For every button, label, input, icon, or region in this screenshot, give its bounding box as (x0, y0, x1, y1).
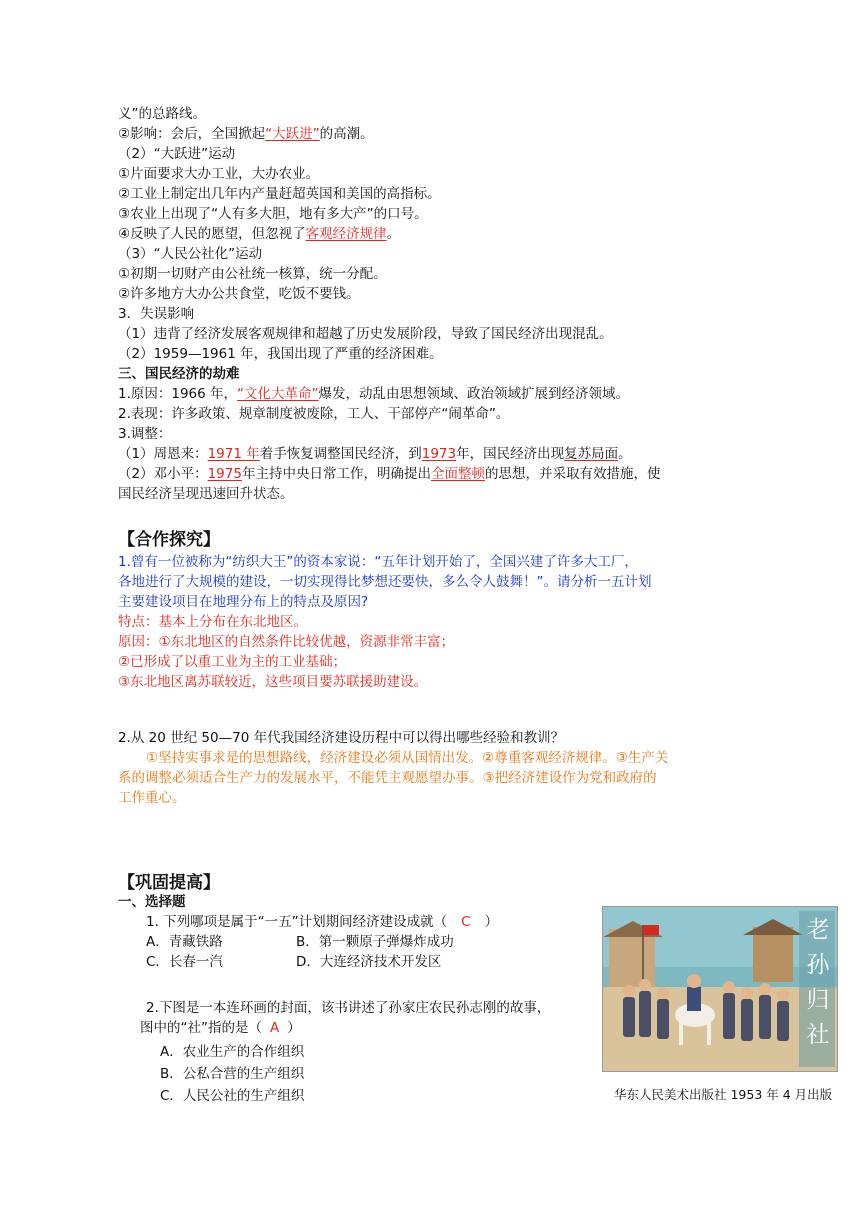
text-line (118, 344, 443, 364)
option-line (146, 952, 441, 972)
question-line: 主要建设项目在地理分布上的特点及原因? (118, 594, 369, 610)
choice-question-1 (146, 912, 498, 932)
highlight-1973: 1973 (421, 446, 457, 462)
choice-question-2-line2 (140, 1018, 301, 1038)
text-span: ） (287, 1020, 301, 1036)
text-span: 年，国民经济出现 (456, 446, 565, 462)
cooperation-heading: 【合作探究】 (118, 530, 220, 550)
answer-line: 原因：①东北地区的自然条件比较优越，资源非常丰富； (118, 634, 455, 650)
text-span: ②影响：会后，全国掀起 (118, 126, 266, 142)
text-span: 。 (618, 446, 632, 462)
text-span: 的思想，并采取有效措施，使 (484, 466, 661, 482)
text-line (118, 184, 441, 204)
text-span: 。 (386, 226, 401, 242)
text-line (118, 264, 387, 284)
text-line (118, 444, 632, 464)
highlight-1971: 1971 年 (207, 446, 260, 462)
highlight-recovery: 复苏局面 (564, 446, 619, 462)
option-b: B．第一颗原子弹爆炸成功 (296, 934, 454, 950)
option-a: A．青藏铁路 (146, 934, 223, 950)
answer-line: ③东北地区离苏联较近，这些项目要苏联援助建设。 (118, 674, 428, 690)
text-span: ④反映了人民的愿望，但忽视了 (118, 226, 306, 242)
comic-cover-image (602, 906, 838, 1072)
text-line (118, 224, 400, 244)
section-heading (118, 364, 240, 384)
text-span: （2）邓小平： (118, 466, 208, 482)
text-line (118, 164, 319, 184)
answer-line: ②已形成了以重工业为主的工业基础； (118, 654, 347, 670)
text-span: 年主持中央日常工作，明确提出 (241, 466, 431, 482)
text-span: ②工业上制定出几年内产量赶超英国和美国的高指标。 (118, 186, 441, 202)
text-span: 2.表现：许多政策、规章制度被废除，工人、干部停产“闹革命”。 (118, 406, 510, 422)
text-span: （2）1959—1961 年，我国出现了严重的经济困难。 (118, 346, 443, 362)
text-line (118, 104, 206, 124)
image-caption: 华东人民美术出版社 1953 年 4 月出版 (614, 1087, 833, 1102)
highlight-economic-law: 客观经济规律 (305, 226, 387, 242)
text-span: 国民经济呈现迅速回升状态。 (118, 486, 294, 502)
question-stem: 图中的“社”指的是（ (140, 1020, 262, 1036)
text-line (118, 304, 194, 324)
text-span: 爆发，动乱由思想领域、政治领域扩展到经济领域。 (318, 386, 630, 402)
question-line: 2.从 20 世纪 50—70 年代我国经济建设历程中可以得出哪些经验和教训？ (118, 730, 565, 746)
text-line (118, 424, 171, 444)
option-a: A．农业生产的合作组织 (160, 1044, 305, 1060)
answer-mark: C (461, 914, 471, 930)
subheading: （3）“人民公社化”运动 (118, 246, 263, 262)
text-span: ①初期一切财产由公社统一核算，统一分配。 (118, 266, 387, 282)
text-line (118, 284, 360, 304)
answer-mark: A (270, 1020, 280, 1036)
cover-title: 老孙归社 (806, 917, 830, 1048)
text-span: ） (484, 914, 499, 930)
text-line (118, 124, 374, 144)
question-line: 1.曾有一位被称为“纺织大王”的资本家说：“五年计划开始了，全国兴建了许多大工厂， (118, 554, 638, 570)
question-line: 各地进行了大规模的建设，一切实现得比梦想还要快，多么令人鼓舞！”。请分析一五计划 (118, 574, 652, 590)
question-stem: 1. 下列哪项是属于“一五”计划期间经济建设成就（ (146, 914, 448, 930)
option-d: D．大连经济技术开发区 (296, 954, 442, 970)
text-line (118, 204, 428, 224)
choice-question-2: 2.下图是一本连环画的封面，该书讲述了孙家庄农民孙志刚的故事， (146, 1000, 551, 1016)
answer-line: ①坚持实事求是的思想路线，经济建设必须从国情出发。②尊重客观经济规律。③生产关 (146, 750, 669, 766)
text-span: ②许多地方大办公共食堂，吃饭不要钱。 (118, 286, 360, 302)
highlight-great-leap: “大跃进” (265, 126, 320, 142)
subheading: 3．失误影响 (118, 306, 195, 322)
text-span: 3.调整： (118, 426, 172, 442)
text-span: （1）周恩来： (118, 446, 208, 462)
text-line (118, 404, 509, 424)
text-span: 的高潮。 (319, 126, 374, 142)
text-span: 1.原因：1966 年， (118, 386, 238, 402)
text-line (118, 484, 294, 504)
highlight-cultural-revolution: “文化大革命” (237, 386, 319, 402)
text-line (118, 244, 262, 264)
answer-line: 工作重心。 (118, 790, 186, 806)
text-line (118, 384, 629, 404)
option-b: B．公私合营的生产组织 (160, 1066, 305, 1082)
option-line (146, 932, 454, 952)
consolidate-heading: 【巩固提高】 (118, 873, 220, 893)
text-span: （1）违背了经济发展客观规律和超越了历史发展阶段，导致了国民经济出现混乱。 (118, 326, 613, 342)
subheading: （2）“大跃进”运动 (118, 146, 236, 162)
section-heading: 一、选择题 (118, 894, 186, 910)
section-heading-text: 三、国民经济的劫难 (118, 366, 240, 382)
option-c: C．人民公社的生产组织 (160, 1088, 305, 1104)
text-line (118, 324, 613, 344)
highlight-rectification: 全面整顿 (430, 466, 485, 482)
answer-line: 特点：基本上分布在东北地区。 (118, 614, 307, 630)
text-line (118, 144, 235, 164)
text-span: 着手恢复调整国民经济，到 (259, 446, 422, 462)
text-span: ③农业上出现了“人有多大胆，地有多大产”的口号。 (118, 206, 428, 222)
highlight-1975: 1975 (207, 466, 242, 482)
answer-line: 系的调整必须适合生产力的发展水平，不能凭主观愿望办事。③把经济建设作为党和政府的 (118, 770, 657, 786)
option-c: C．长春一汽 (146, 954, 223, 970)
text-span: 义”的总路线。 (118, 106, 206, 122)
text-span: ①片面要求大办工业，大办农业。 (118, 166, 320, 182)
text-line (118, 464, 660, 484)
